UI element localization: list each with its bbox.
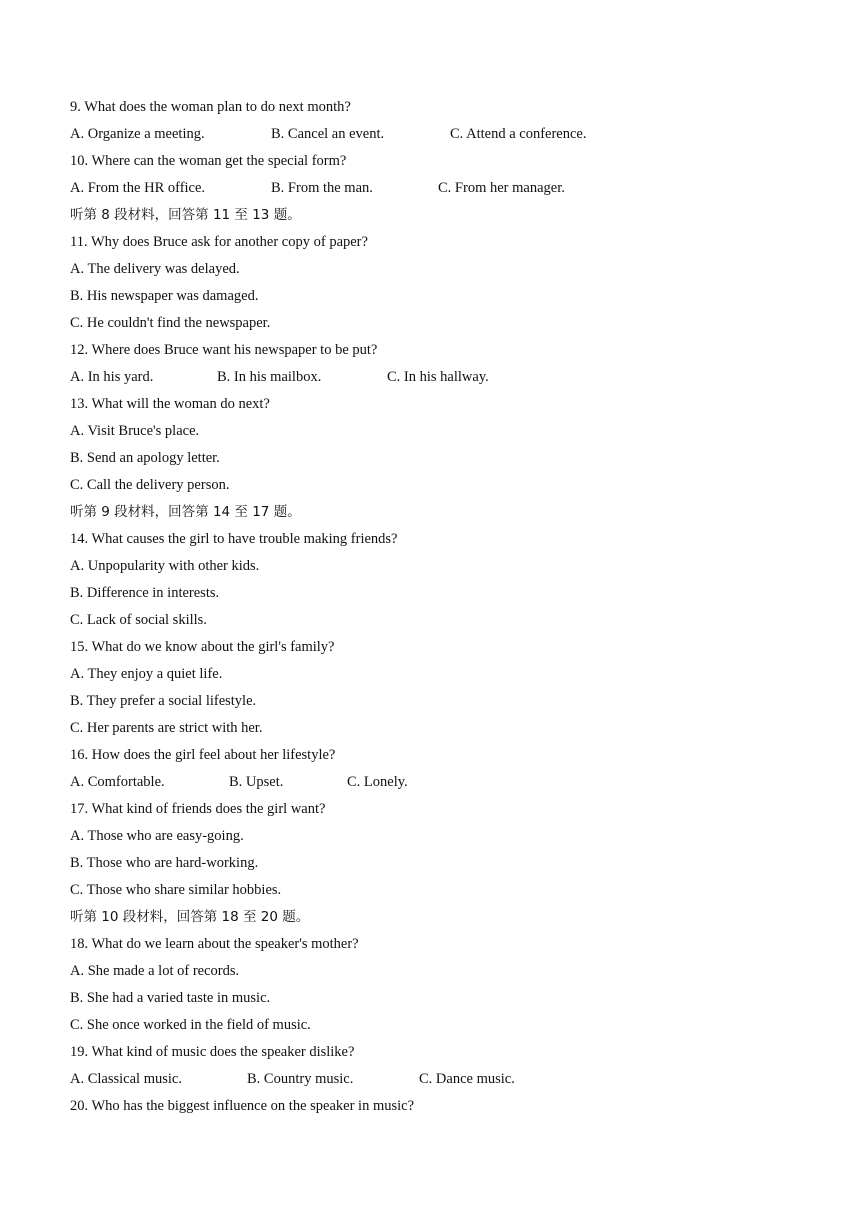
option-9b: B. Cancel an event. [271,126,385,142]
question-11: 11. Why does Bruce ask for another copy of paper? [70,234,368,250]
options-row-9 [70,125,810,152]
options-row-19 [70,1070,810,1097]
option-10b: B. From the man. [271,180,373,196]
question-9: 9. What does the woman plan to do next month? [70,99,351,115]
section-heading-9: 听第 9 段材料，回答第 14 至 17 题。 [70,504,301,520]
option-16b: B. Upset. [229,774,284,790]
option-13c: C. Call the delivery person. [70,477,230,493]
question-20: 20. Who has the biggest influence on the speaker in music? [70,1098,415,1114]
option-16a: A. Comfortable. [70,774,165,790]
option-11b: B. His newspaper was damaged. [70,288,259,304]
question-10: 10. Where can the woman get the special form? [70,153,347,169]
question-13: 13. What will the woman do next? [70,396,270,412]
question-12: 12. Where does Bruce want his newspaper to be put? [70,342,378,358]
option-18b: B. She had a varied taste in music. [70,990,271,1006]
option-13b: B. Send an apology letter. [70,450,220,466]
option-19b: B. Country music. [247,1071,354,1087]
option-17a: A. Those who are easy-going. [70,828,244,844]
question-19: 19. What kind of music does the speaker dislike? [70,1044,355,1060]
option-15c: C. Her parents are strict with her. [70,720,263,736]
option-12a: A. In his yard. [70,369,154,385]
section-heading-10: 听第 10 段材料，回答第 18 至 20 题。 [70,909,310,925]
option-11c: C. He couldn't find the newspaper. [70,315,271,331]
section-heading-8: 听第 8 段材料，回答第 11 至 13 题。 [70,207,301,223]
option-10a: A. From the HR office. [70,180,206,196]
option-9c: C. Attend a conference. [450,126,587,142]
option-14a: A. Unpopularity with other kids. [70,558,260,574]
option-16c: C. Lonely. [347,774,408,790]
option-19a: A. Classical music. [70,1071,182,1087]
option-17b: B. Those who are hard-working. [70,855,259,871]
question-18: 18. What do we learn about the speaker's mother? [70,936,359,952]
option-14c: C. Lack of social skills. [70,612,207,628]
option-12c: C. In his hallway. [387,369,489,385]
options-row-16 [70,773,810,800]
option-15b: B. They prefer a social lifestyle. [70,693,257,709]
question-15: 15. What do we know about the girl's family? [70,639,335,655]
option-9a: A. Organize a meeting. [70,126,205,142]
options-row-12 [70,368,810,395]
question-16: 16. How does the girl feel about her lifestyle? [70,747,336,763]
option-19c: C. Dance music. [419,1071,515,1087]
option-12b: B. In his mailbox. [217,369,322,385]
exam-page [70,98,810,1124]
question-14: 14. What causes the girl to have trouble making friends? [70,531,398,547]
option-17c: C. Those who share similar hobbies. [70,882,282,898]
option-10c: C. From her manager. [438,180,565,196]
option-15a: A. They enjoy a quiet life. [70,666,223,682]
option-18a: A. She made a lot of records. [70,963,240,979]
question-17: 17. What kind of friends does the girl want? [70,801,326,817]
option-18c: C. She once worked in the field of music. [70,1017,311,1033]
option-13a: A. Visit Bruce's place. [70,423,200,439]
option-14b: B. Difference in interests. [70,585,220,601]
options-row-10 [70,179,810,206]
option-11a: A. The delivery was delayed. [70,261,240,277]
